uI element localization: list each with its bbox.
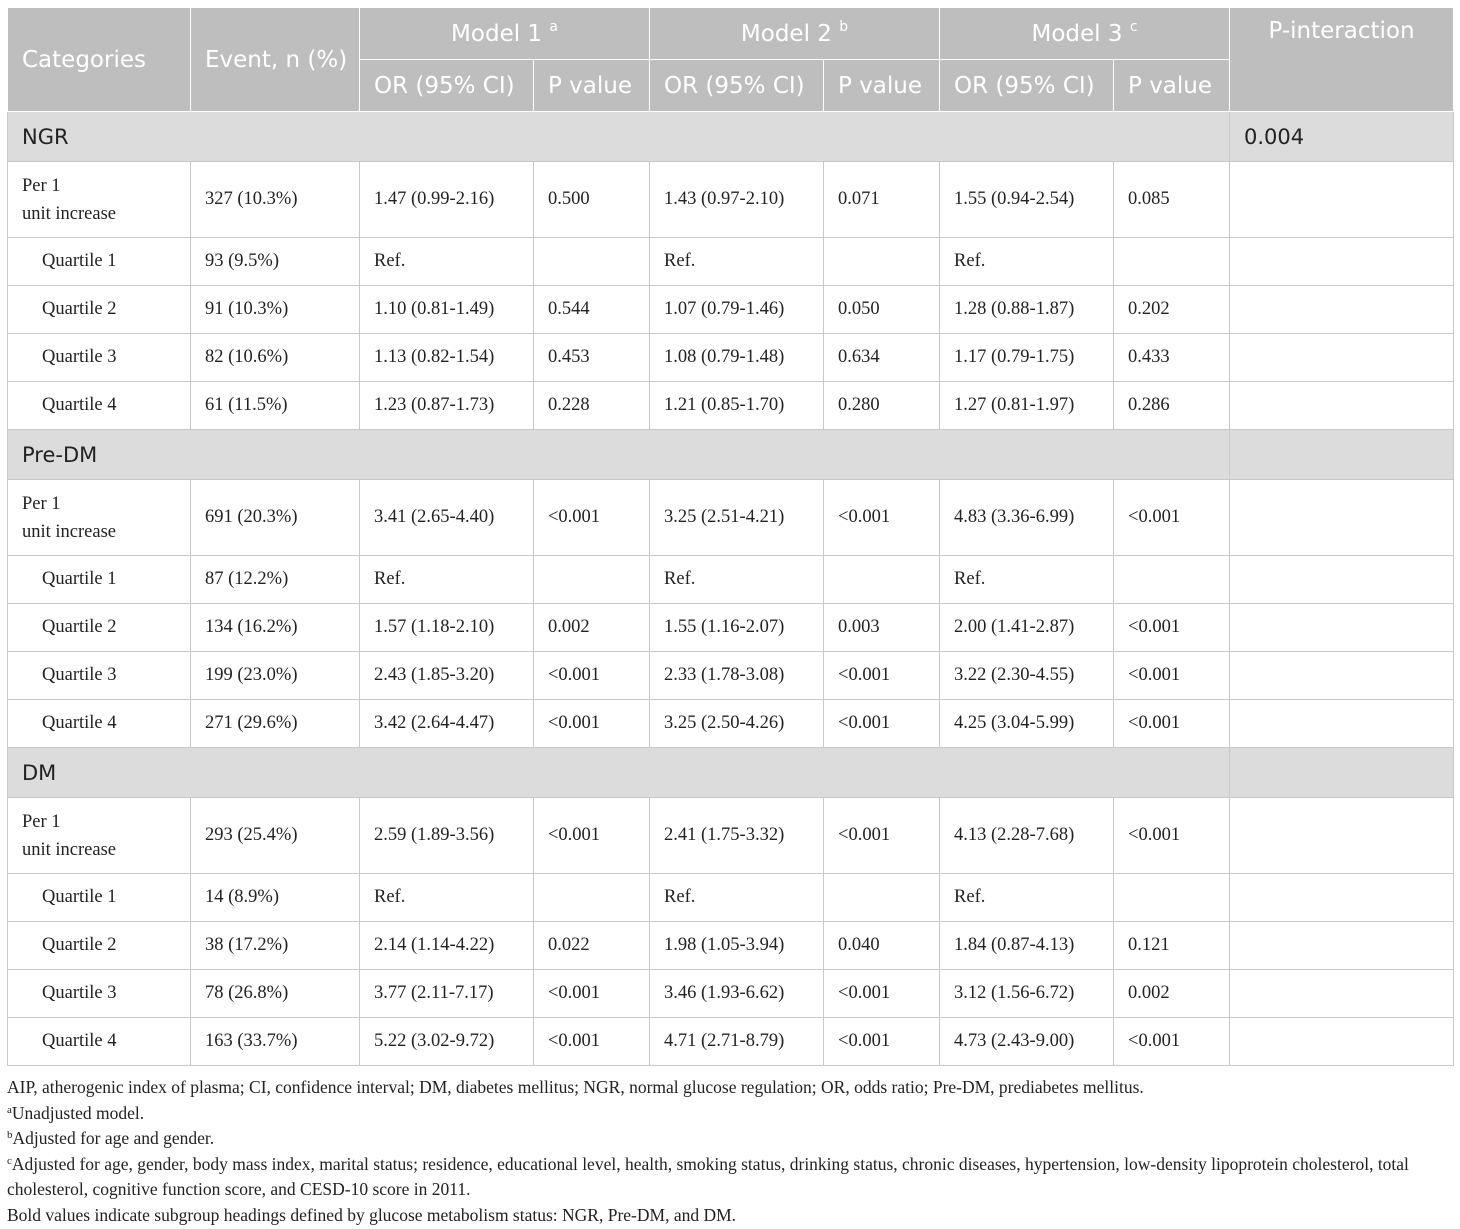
event-count: 134 (16.2%) — [191, 604, 360, 652]
or-ci-model3: Ref. — [940, 874, 1114, 922]
category-cell — [8, 1018, 191, 1066]
group-p-interaction — [1230, 748, 1454, 798]
footnote-c-mark: c — [7, 1154, 12, 1167]
p-interaction-cell — [1230, 238, 1454, 286]
p-value-model1 — [534, 874, 650, 922]
or-ci-model1: Ref. — [360, 556, 534, 604]
or-ci-model2: Ref. — [650, 556, 824, 604]
footnote-b-mark: b — [7, 1129, 13, 1141]
header-event: Event, n (%) — [191, 8, 360, 112]
or-ci-model2: 1.55 (1.16-2.07) — [650, 604, 824, 652]
or-ci-model2: Ref. — [650, 874, 824, 922]
category-cell — [8, 334, 191, 382]
category-line: Per 1 — [22, 175, 61, 196]
group-p-interaction: 0.004 — [1230, 112, 1454, 162]
p-value-model1: 0.002 — [534, 604, 650, 652]
group-header-row — [8, 112, 1454, 162]
p-value-model3: 0.085 — [1114, 162, 1230, 238]
or-ci-model2: 2.33 (1.78-3.08) — [650, 652, 824, 700]
table-row — [8, 480, 1454, 556]
or-ci-model3: 1.28 (0.88-1.87) — [940, 286, 1114, 334]
header-model2 — [650, 8, 940, 60]
table-row — [8, 162, 1454, 238]
event-count: 38 (17.2%) — [191, 922, 360, 970]
event-count: 293 (25.4%) — [191, 798, 360, 874]
category-cell — [8, 162, 191, 238]
header-model3 — [940, 8, 1230, 60]
p-value-model2 — [824, 874, 940, 922]
header-p-value-2: P value — [824, 60, 940, 112]
p-value-model1: <0.001 — [534, 652, 650, 700]
p-interaction-cell — [1230, 700, 1454, 748]
footnote-c — [7, 1152, 1453, 1203]
category-cell — [8, 798, 191, 874]
p-value-model2: <0.001 — [824, 1018, 940, 1066]
or-ci-model1: 5.22 (3.02-9.72) — [360, 1018, 534, 1066]
event-count: 327 (10.3%) — [191, 162, 360, 238]
p-value-model3: 0.202 — [1114, 286, 1230, 334]
or-ci-model3: 2.00 (1.41-2.87) — [940, 604, 1114, 652]
p-interaction-cell — [1230, 970, 1454, 1018]
table-row — [8, 238, 1454, 286]
or-ci-model2: 3.46 (1.93-6.62) — [650, 970, 824, 1018]
p-value-model1 — [534, 238, 650, 286]
p-value-model2: 0.071 — [824, 162, 940, 238]
or-ci-model3: 3.22 (2.30-4.55) — [940, 652, 1114, 700]
p-value-model3 — [1114, 874, 1230, 922]
or-ci-model2: 1.98 (1.05-3.94) — [650, 922, 824, 970]
p-value-model2: <0.001 — [824, 652, 940, 700]
or-ci-model1: 1.13 (0.82-1.54) — [360, 334, 534, 382]
header-or-ci-3: OR (95% CI) — [940, 60, 1114, 112]
footnote-a-mark: a — [7, 1103, 12, 1116]
or-ci-model2: 1.07 (0.79-1.46) — [650, 286, 824, 334]
header-p-value-3: P value — [1114, 60, 1230, 112]
table-row — [8, 874, 1454, 922]
event-count: 61 (11.5%) — [191, 382, 360, 430]
category-cell — [8, 970, 191, 1018]
table-row — [8, 334, 1454, 382]
or-ci-model1: 1.57 (1.18-2.10) — [360, 604, 534, 652]
p-value-model1: 0.453 — [534, 334, 650, 382]
p-interaction-cell — [1230, 382, 1454, 430]
header-or-ci-1: OR (95% CI) — [360, 60, 534, 112]
footnote-a — [7, 1101, 1453, 1127]
footnote-abbreviations: AIP, atherogenic index of plasma; CI, confidence interval; DM, diabetes mellitus; NGR, normal glucose regulation; OR, odds ratio; Pre-DM, prediabetes mellitus. — [7, 1077, 1144, 1097]
p-value-model1: 0.544 — [534, 286, 650, 334]
or-ci-model2: 4.71 (2.71-8.79) — [650, 1018, 824, 1066]
p-value-model2: <0.001 — [824, 700, 940, 748]
header-categories: Categories — [8, 8, 191, 112]
p-value-model2: 0.003 — [824, 604, 940, 652]
or-ci-model2: 3.25 (2.51-4.21) — [650, 480, 824, 556]
table-body — [8, 112, 1454, 1066]
or-ci-model2: 1.08 (0.79-1.48) — [650, 334, 824, 382]
p-interaction-cell — [1230, 480, 1454, 556]
p-interaction-cell — [1230, 1018, 1454, 1066]
p-value-model1 — [534, 556, 650, 604]
p-interaction-cell — [1230, 604, 1454, 652]
event-count: 87 (12.2%) — [191, 556, 360, 604]
p-value-model3: <0.001 — [1114, 1018, 1230, 1066]
p-value-model1: <0.001 — [534, 700, 650, 748]
p-value-model1: 0.022 — [534, 922, 650, 970]
table-row — [8, 286, 1454, 334]
footnote-a-text: Unadjusted model. — [11, 1102, 145, 1123]
or-ci-model1: 2.14 (1.14-4.22) — [360, 922, 534, 970]
p-interaction-cell — [1230, 556, 1454, 604]
or-ci-model3: 1.84 (0.87-4.13) — [940, 922, 1114, 970]
event-count: 78 (26.8%) — [191, 970, 360, 1018]
header-model1-sup: a — [549, 18, 558, 35]
header-model1 — [360, 8, 650, 60]
category-cell — [8, 604, 191, 652]
category-line: Quartile 4 — [42, 713, 117, 733]
p-value-model1: <0.001 — [534, 1018, 650, 1066]
p-value-model3: <0.001 — [1114, 480, 1230, 556]
category-cell — [8, 382, 191, 430]
or-ci-model2: 2.41 (1.75-3.32) — [650, 798, 824, 874]
category-line: unit increase — [22, 521, 116, 542]
header-model1-label: Model 1 — [451, 20, 543, 47]
group-name: DM — [8, 748, 1230, 798]
or-ci-model1: 1.10 (0.81-1.49) — [360, 286, 534, 334]
results-table — [7, 7, 1454, 1066]
category-line: Quartile 2 — [42, 617, 117, 637]
table-row — [8, 604, 1454, 652]
p-value-model2: 0.050 — [824, 286, 940, 334]
p-interaction-cell — [1230, 162, 1454, 238]
p-value-model2: <0.001 — [824, 798, 940, 874]
footnote-b — [7, 1126, 1453, 1152]
category-cell — [8, 556, 191, 604]
or-ci-model3: 4.25 (3.04-5.99) — [940, 700, 1114, 748]
category-cell — [8, 874, 191, 922]
or-ci-model3: Ref. — [940, 238, 1114, 286]
p-value-model2: 0.280 — [824, 382, 940, 430]
p-value-model3: 0.433 — [1114, 334, 1230, 382]
or-ci-model1: 3.42 (2.64-4.47) — [360, 700, 534, 748]
table-row — [8, 382, 1454, 430]
table-header — [8, 8, 1454, 112]
event-count: 691 (20.3%) — [191, 480, 360, 556]
or-ci-model2: 1.21 (0.85-1.70) — [650, 382, 824, 430]
p-value-model3 — [1114, 556, 1230, 604]
or-ci-model1: 2.59 (1.89-3.56) — [360, 798, 534, 874]
category-line: Quartile 1 — [42, 251, 117, 271]
or-ci-model1: 1.23 (0.87-1.73) — [360, 382, 534, 430]
or-ci-model2: Ref. — [650, 238, 824, 286]
category-cell — [8, 922, 191, 970]
event-count: 82 (10.6%) — [191, 334, 360, 382]
or-ci-model1: Ref. — [360, 238, 534, 286]
p-value-model3: <0.001 — [1114, 700, 1230, 748]
p-value-model2 — [824, 238, 940, 286]
group-name: Pre-DM — [8, 430, 1230, 480]
header-p-value-1: P value — [534, 60, 650, 112]
p-interaction-cell — [1230, 874, 1454, 922]
category-cell — [8, 480, 191, 556]
or-ci-model3: 4.83 (3.36-6.99) — [940, 480, 1114, 556]
header-model3-label: Model 3 — [1031, 20, 1123, 47]
header-model3-sup: c — [1129, 18, 1138, 35]
or-ci-model3: 3.12 (1.56-6.72) — [940, 970, 1114, 1018]
p-value-model1: <0.001 — [534, 970, 650, 1018]
p-value-model1: <0.001 — [534, 798, 650, 874]
p-interaction-cell — [1230, 798, 1454, 874]
p-value-model1: <0.001 — [534, 480, 650, 556]
category-line: Quartile 3 — [42, 347, 117, 367]
category-line: Quartile 3 — [42, 983, 117, 1003]
p-interaction-cell — [1230, 286, 1454, 334]
p-value-model2: <0.001 — [824, 970, 940, 1018]
p-value-model3: <0.001 — [1114, 652, 1230, 700]
category-cell — [8, 700, 191, 748]
category-cell — [8, 652, 191, 700]
or-ci-model3: 4.73 (2.43-9.00) — [940, 1018, 1114, 1066]
table-row — [8, 922, 1454, 970]
table-row — [8, 652, 1454, 700]
or-ci-model1: 3.77 (2.11-7.17) — [360, 970, 534, 1018]
category-line: Quartile 3 — [42, 665, 117, 685]
category-cell — [8, 238, 191, 286]
group-name: NGR — [8, 112, 1230, 162]
or-ci-model3: 1.55 (0.94-2.54) — [940, 162, 1114, 238]
category-line: Quartile 2 — [42, 935, 117, 955]
header-model2-label: Model 2 — [740, 20, 832, 47]
event-count: 93 (9.5%) — [191, 238, 360, 286]
or-ci-model2: 3.25 (2.50-4.26) — [650, 700, 824, 748]
event-count: 91 (10.3%) — [191, 286, 360, 334]
group-header-row — [8, 430, 1454, 480]
group-header-row — [8, 748, 1454, 798]
category-line: Per 1 — [22, 811, 61, 832]
p-value-model2 — [824, 556, 940, 604]
p-value-model1: 0.228 — [534, 382, 650, 430]
or-ci-model3: 1.27 (0.81-1.97) — [940, 382, 1114, 430]
p-value-model3: <0.001 — [1114, 798, 1230, 874]
group-p-interaction — [1230, 430, 1454, 480]
or-ci-model1: 1.47 (0.99-2.16) — [360, 162, 534, 238]
category-line: unit increase — [22, 839, 116, 860]
or-ci-model3: Ref. — [940, 556, 1114, 604]
or-ci-model3: 4.13 (2.28-7.68) — [940, 798, 1114, 874]
table-row — [8, 700, 1454, 748]
p-value-model3: 0.002 — [1114, 970, 1230, 1018]
category-line: Quartile 4 — [42, 1031, 117, 1051]
category-line: Quartile 2 — [42, 299, 117, 319]
table-row — [8, 1018, 1454, 1066]
p-value-model2: 0.634 — [824, 334, 940, 382]
category-cell — [8, 286, 191, 334]
or-ci-model1: 2.43 (1.85-3.20) — [360, 652, 534, 700]
category-line: Quartile 4 — [42, 395, 117, 415]
event-count: 14 (8.9%) — [191, 874, 360, 922]
p-value-model1: 0.500 — [534, 162, 650, 238]
p-value-model3: 0.121 — [1114, 922, 1230, 970]
footnote-bold: Bold values indicate subgroup headings defined by glucose metabolism status: NGR, Pre-DM, and DM. — [7, 1204, 737, 1225]
table-row — [8, 556, 1454, 604]
footnote-c-text: Adjusted for age, gender, body mass index, marital status; residence, educational level, health, smoking status, drinking status, chronic diseases, hypertension, low-density lipoprotein cholesterol, total cholesterol, cognitive function score, and CESD-10 score in 2011. — [7, 1153, 1409, 1199]
header-p-interaction: P-interaction — [1230, 8, 1454, 112]
or-ci-model3: 1.17 (0.79-1.75) — [940, 334, 1114, 382]
p-value-model3: 0.286 — [1114, 382, 1230, 430]
table-row — [8, 970, 1454, 1018]
event-count: 271 (29.6%) — [191, 700, 360, 748]
header-or-ci-2: OR (95% CI) — [650, 60, 824, 112]
or-ci-model1: 3.41 (2.65-4.40) — [360, 480, 534, 556]
category-line: Quartile 1 — [42, 569, 117, 589]
or-ci-model1: Ref. — [360, 874, 534, 922]
category-line: unit increase — [22, 203, 116, 224]
p-interaction-cell — [1230, 922, 1454, 970]
table-footnotes — [7, 1075, 1453, 1228]
category-line: Per 1 — [22, 493, 61, 514]
table-row — [8, 798, 1454, 874]
p-value-model3: <0.001 — [1114, 604, 1230, 652]
p-interaction-cell — [1230, 652, 1454, 700]
p-value-model3 — [1114, 238, 1230, 286]
p-interaction-cell — [1230, 334, 1454, 382]
footnote-b-text: Adjusted for age and gender. — [12, 1128, 215, 1148]
category-line: Quartile 1 — [42, 887, 117, 907]
header-model2-sup: b — [839, 18, 849, 35]
results-table-container — [7, 7, 1453, 1066]
or-ci-model2: 1.43 (0.97-2.10) — [650, 162, 824, 238]
event-count: 199 (23.0%) — [191, 652, 360, 700]
p-value-model2: <0.001 — [824, 480, 940, 556]
p-value-model2: 0.040 — [824, 922, 940, 970]
event-count: 163 (33.7%) — [191, 1018, 360, 1066]
